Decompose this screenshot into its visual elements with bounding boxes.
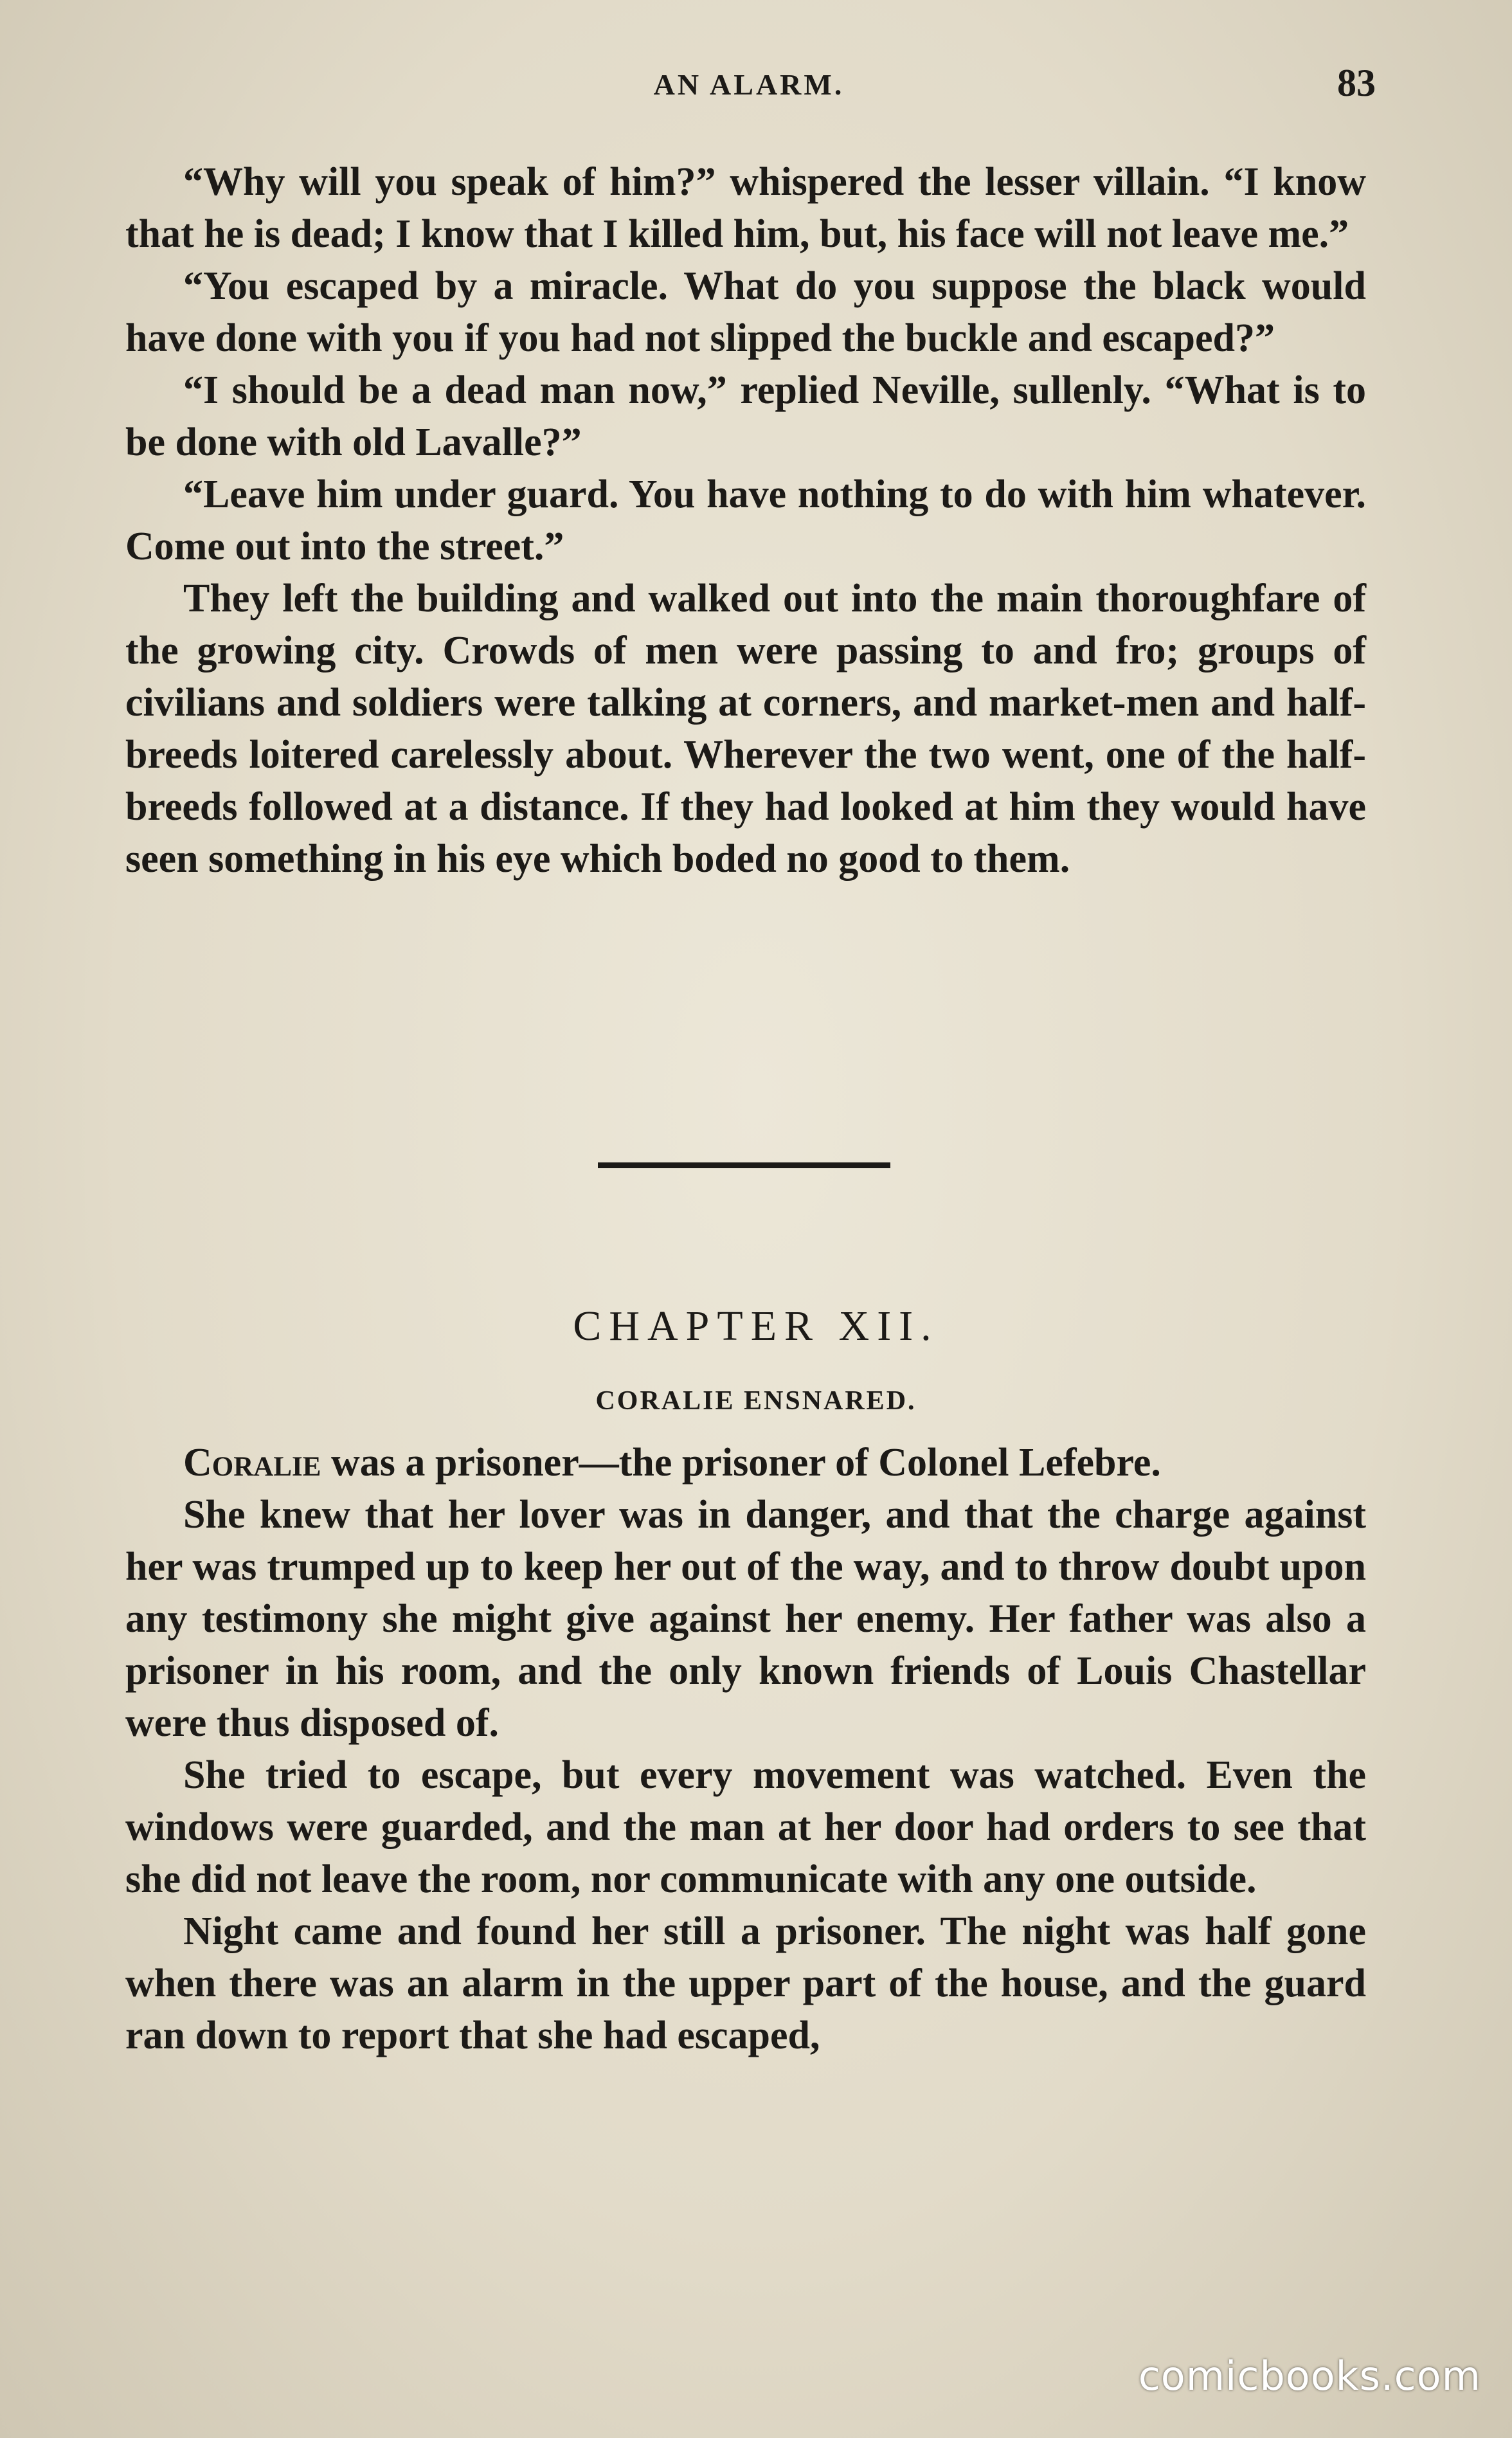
chapter-text-block — [125, 1437, 1366, 2062]
paragraph: She knew that her lover was in danger, and that the charge against her was trumped up to keep her out of the way, and to throw doubt upon any testimony she might give against her enemy. Her father was also a prisoner in his room, and the only known friends of Louis Chastellar were thus disposed of. — [125, 1493, 1366, 1745]
paragraph: Night came and found her still a prisoner. The night was half gone when there was an alarm in the upper part of the house, and the guard ran down to report that she had escaped, — [125, 1910, 1366, 2057]
page-number: 83 — [1337, 62, 1376, 104]
chapter-title: CHAPTER XII. — [573, 1303, 939, 1350]
chapter-first-sentence: was a prisoner—the prisoner of Colonel Lefebre. — [321, 1441, 1161, 1485]
paragraph: “Leave him under guard. You have nothing to do with him whatever. Come out into the street.” — [125, 473, 1366, 568]
top-text-block — [125, 156, 1366, 885]
page-header — [122, 61, 1376, 119]
paragraph: “Why will you speak of him?” whispered the lesser villain. “I know that he is dead; I know that I killed him, but, his face will not leave me.” — [125, 160, 1366, 256]
chapter-subtitle: CORALIE ENSNARED. — [595, 1386, 917, 1416]
paragraph: “You escaped by a miracle. What do you suppose the black would have done with you if you had not slipped the buckle and escaped?” — [125, 264, 1366, 360]
running-title: AN ALARM. — [653, 68, 845, 101]
watermark: comicbooks.com — [1138, 2352, 1481, 2399]
section-divider — [598, 1162, 890, 1168]
paragraph — [125, 1437, 1366, 1489]
paragraph: They left the building and walked out into the main thoroughfare of the growing city. Crowds of men were passing to and fro; groups of civilians and soldiers were talking at corners, and market-men and half-breeds loitered carelessly about. Wherever the two went, one of the half-breeds followed at a distance. If they had looked at him they would have seen something in his eye which boded no good to them. — [125, 577, 1366, 881]
chapter-first-word: Coralie — [183, 1441, 321, 1485]
paragraph: “I should be a dead man now,” replied Neville, sullenly. “What is to be done with old Lavalle?” — [125, 368, 1366, 464]
paragraph: She tried to escape, but every movement was watched. Even the windows were guarded, and the man at her door had orders to see that she did not leave the room, nor communicate with any one outside. — [125, 1753, 1366, 1901]
